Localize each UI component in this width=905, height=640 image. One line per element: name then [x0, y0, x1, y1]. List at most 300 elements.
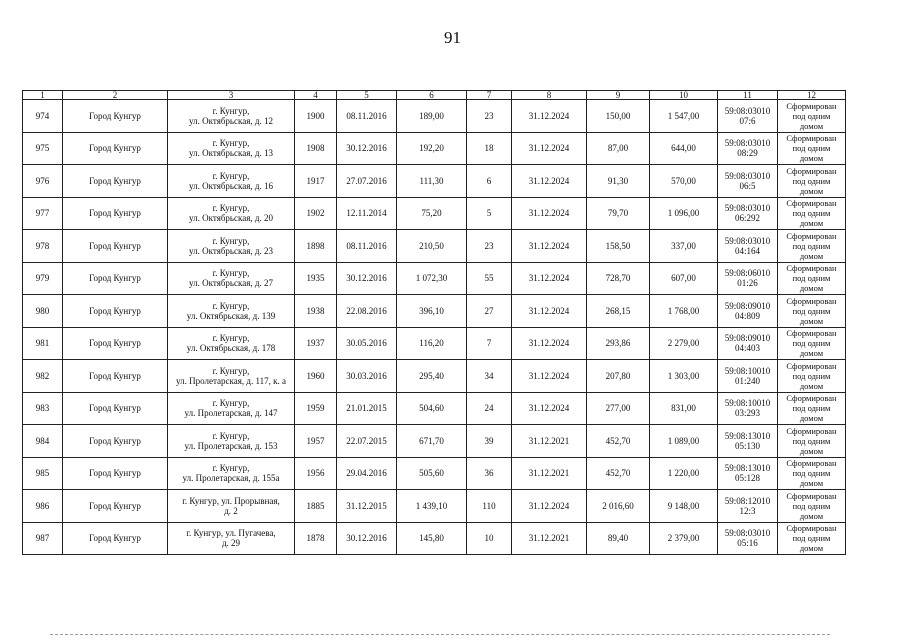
- table-row: [23, 100, 846, 133]
- municipality-cell: [63, 360, 168, 393]
- residents-cell: [467, 132, 512, 165]
- cell-cost: 2 379,00: [667, 533, 700, 544]
- cell-addr2: ул. Пролетарская, д. 153: [184, 440, 278, 451]
- area-cell: [397, 425, 467, 458]
- cadastral-cell: [718, 197, 778, 230]
- cell-area: 1 439,10: [415, 500, 448, 511]
- land-area-cell: [587, 360, 650, 393]
- cell-addr2: ул. Пролетарская, д. 147: [184, 408, 278, 419]
- cell-residents: 18: [484, 143, 494, 154]
- deadline-cell: [512, 457, 587, 490]
- column-header: 3: [168, 91, 295, 100]
- area-cell: [397, 230, 467, 263]
- cell-area2: 150,00: [605, 110, 631, 121]
- deadline-cell: [512, 425, 587, 458]
- area-cell: [397, 262, 467, 295]
- decision-date-cell: [337, 522, 397, 555]
- row-number-cell: [23, 522, 63, 555]
- address-cell: [168, 425, 295, 458]
- cell-date: 08.11.2016: [346, 240, 387, 251]
- column-header: 10: [650, 91, 718, 100]
- municipality-cell: [63, 392, 168, 425]
- cell-cost: 570,00: [671, 175, 696, 186]
- municipality-cell: [63, 100, 168, 133]
- cell-status: Сформирован под одним домом: [786, 230, 837, 261]
- residents-cell: [467, 457, 512, 490]
- cell-addr1: г. Кунгур,: [212, 235, 250, 246]
- build-year-cell: [295, 360, 337, 393]
- cell-area: 210,50: [419, 240, 444, 251]
- cell-status: Сформирован под одним домом: [786, 133, 837, 164]
- cell-num: 978: [35, 240, 50, 251]
- table-row: [23, 327, 846, 360]
- cell-residents: 23: [484, 110, 494, 121]
- table-row: [23, 132, 846, 165]
- cell-addr1: г. Кунгур,: [212, 398, 250, 409]
- cadastral-cell: [718, 165, 778, 198]
- land-area-cell: [587, 522, 650, 555]
- area-cell: [397, 457, 467, 490]
- municipality-cell: [63, 165, 168, 198]
- cell-cad2: 08:29: [737, 148, 758, 159]
- cell-num: 987: [35, 533, 50, 544]
- municipality-cell: [63, 457, 168, 490]
- address-cell: [168, 490, 295, 523]
- cell-addr1: г. Кунгур,: [212, 105, 250, 116]
- cadastral-cell: [718, 295, 778, 328]
- cell-num: 980: [35, 305, 50, 316]
- cell-date: 29.04.2016: [346, 468, 387, 479]
- cell-cad2: 01:26: [737, 278, 758, 289]
- row-number-cell: [23, 132, 63, 165]
- address-cell: [168, 360, 295, 393]
- cell-cad2: 05:128: [734, 473, 760, 484]
- cell-year: 1956: [306, 468, 325, 479]
- cell-status: Сформирован под одним домом: [786, 263, 837, 294]
- cell-cad2: 01:240: [734, 375, 760, 386]
- cell-area2: 89,40: [607, 533, 629, 544]
- residents-cell: [467, 197, 512, 230]
- cell-addr1: г. Кунгур,: [212, 268, 250, 279]
- cell-addr2: ул. Октябрьская, д. 16: [189, 180, 273, 191]
- cadastral-cell: [718, 230, 778, 263]
- cell-num: 986: [35, 500, 50, 511]
- cell-date: 22.07.2015: [346, 435, 387, 446]
- address-cell: [168, 327, 295, 360]
- cell-date: 31.12.2015: [346, 500, 387, 511]
- cell-addr2: ул. Пролетарская, д. 117, к. а: [176, 375, 286, 386]
- column-header: 7: [467, 91, 512, 100]
- cell-date: 30.05.2016: [346, 338, 387, 349]
- deadline-cell: [512, 392, 587, 425]
- cell-residents: 39: [484, 435, 494, 446]
- row-number-cell: [23, 100, 63, 133]
- cell-addr2: д. 2: [224, 505, 238, 516]
- area-cell: [397, 360, 467, 393]
- decision-date-cell: [337, 425, 397, 458]
- deadline-cell: [512, 100, 587, 133]
- cell-addr2: ул. Октябрьская, д. 27: [189, 278, 273, 289]
- residents-cell: [467, 327, 512, 360]
- cell-residents: 10: [484, 533, 494, 544]
- cost-cell: [650, 457, 718, 490]
- municipality-cell: [63, 230, 168, 263]
- table-row: [23, 392, 846, 425]
- decision-date-cell: [337, 490, 397, 523]
- cell-date: 21.01.2015: [346, 403, 387, 414]
- status-cell: [778, 100, 846, 133]
- column-header: 1: [23, 91, 63, 100]
- cell-cost: 9 148,00: [667, 500, 700, 511]
- cadastral-cell: [718, 360, 778, 393]
- cell-area2: 728,70: [605, 273, 631, 284]
- cell-year: 1900: [306, 110, 325, 121]
- cell-area: 189,00: [419, 110, 444, 121]
- row-number-cell: [23, 457, 63, 490]
- cell-residents: 5: [486, 208, 492, 219]
- address-cell: [168, 165, 295, 198]
- decision-date-cell: [337, 295, 397, 328]
- cell-addr2: ул. Октябрьская, д. 23: [189, 245, 273, 256]
- cell-num: 985: [35, 468, 50, 479]
- cell-year: 1935: [306, 273, 325, 284]
- cell-area2: 277,00: [605, 403, 631, 414]
- cell-area2: 79,70: [607, 208, 629, 219]
- area-cell: [397, 100, 467, 133]
- cell-year: 1898: [306, 240, 325, 251]
- build-year-cell: [295, 262, 337, 295]
- cell-deadline: 31.12.2021: [528, 533, 570, 544]
- cell-year: 1960: [306, 370, 325, 381]
- cell-city: Город Кунгур: [89, 338, 141, 349]
- address-cell: [168, 132, 295, 165]
- cell-cost: 1 303,00: [667, 370, 700, 381]
- cell-cad1: 59:08:03010: [724, 170, 771, 181]
- cell-status: Сформирован под одним домом: [786, 425, 837, 456]
- cell-deadline: 31.12.2024: [528, 240, 570, 251]
- cell-addr2: ул. Октябрьская, д. 178: [186, 343, 276, 354]
- decision-date-cell: [337, 230, 397, 263]
- cadastral-cell: [718, 522, 778, 555]
- cell-status: Сформирован под одним домом: [786, 523, 837, 554]
- land-area-cell: [587, 295, 650, 328]
- cost-cell: [650, 392, 718, 425]
- cell-year: 1957: [306, 435, 325, 446]
- cost-cell: [650, 522, 718, 555]
- cell-cost: 644,00: [671, 143, 696, 154]
- cell-cad1: 59:08:09010: [724, 333, 771, 344]
- status-cell: [778, 360, 846, 393]
- cell-addr2: д. 29: [221, 538, 241, 549]
- cadastral-cell: [718, 457, 778, 490]
- cell-cad2: 06:5: [739, 180, 756, 191]
- cell-addr1: г. Кунгур,: [212, 170, 250, 181]
- table-row: [23, 197, 846, 230]
- cell-residents: 110: [482, 500, 496, 511]
- cell-city: Город Кунгур: [89, 403, 141, 414]
- deadline-cell: [512, 165, 587, 198]
- cell-addr2: ул. Октябрьская, д. 12: [189, 115, 273, 126]
- cell-addr1: г. Кунгур,: [212, 138, 250, 149]
- cell-cad1: 59:08:12010: [724, 495, 771, 506]
- decision-date-cell: [337, 360, 397, 393]
- cell-date: 30.03.2016: [346, 370, 387, 381]
- deadline-cell: [512, 230, 587, 263]
- cadastral-cell: [718, 425, 778, 458]
- cell-year: 1959: [306, 403, 325, 414]
- residents-cell: [467, 360, 512, 393]
- decision-date-cell: [337, 457, 397, 490]
- cell-cad2: 07:6: [739, 115, 756, 126]
- cell-cost: 1 768,00: [667, 305, 700, 316]
- residents-cell: [467, 100, 512, 133]
- cell-cad1: 59:08:03010: [724, 105, 771, 116]
- area-cell: [397, 132, 467, 165]
- land-area-cell: [587, 425, 650, 458]
- cell-city: Город Кунгур: [89, 208, 141, 219]
- cell-area: 116,20: [419, 338, 444, 349]
- cell-area: 671,70: [419, 435, 444, 446]
- cell-cad1: 59:08:09010: [724, 300, 771, 311]
- cell-status: Сформирован под одним домом: [786, 458, 837, 489]
- deadline-cell: [512, 360, 587, 393]
- cell-cost: 1 089,00: [667, 435, 700, 446]
- cell-addr1: г. Кунгур,: [212, 365, 250, 376]
- decision-date-cell: [337, 165, 397, 198]
- municipality-cell: [63, 197, 168, 230]
- cell-status: Сформирован под одним домом: [786, 393, 837, 424]
- cell-cost: 2 279,00: [667, 338, 700, 349]
- cell-year: 1938: [306, 305, 325, 316]
- cell-cad2: 05:130: [734, 440, 760, 451]
- cell-area2: 452,70: [605, 435, 631, 446]
- cell-date: 30.12.2016: [346, 533, 387, 544]
- residents-cell: [467, 165, 512, 198]
- cell-date: 08.11.2016: [346, 110, 387, 121]
- cell-num: 984: [35, 435, 50, 446]
- land-area-cell: [587, 132, 650, 165]
- cost-cell: [650, 490, 718, 523]
- status-cell: [778, 165, 846, 198]
- row-number-cell: [23, 425, 63, 458]
- cell-status: Сформирован под одним домом: [786, 490, 837, 521]
- cadastral-cell: [718, 100, 778, 133]
- decision-date-cell: [337, 100, 397, 133]
- build-year-cell: [295, 165, 337, 198]
- cell-year: 1902: [306, 208, 325, 219]
- cost-cell: [650, 360, 718, 393]
- status-cell: [778, 230, 846, 263]
- cell-deadline: 31.12.2021: [528, 468, 570, 479]
- cell-year: 1878: [306, 533, 325, 544]
- cell-cad2: 05:16: [737, 538, 758, 549]
- cell-city: Город Кунгур: [89, 370, 141, 381]
- cell-cad2: 12:3: [739, 505, 756, 516]
- status-cell: [778, 425, 846, 458]
- cell-num: 981: [35, 338, 50, 349]
- cell-city: Город Кунгур: [89, 273, 141, 284]
- decision-date-cell: [337, 262, 397, 295]
- cell-area: 295,40: [419, 370, 444, 381]
- land-area-cell: [587, 230, 650, 263]
- housing-registry-table: [22, 90, 846, 555]
- address-cell: [168, 295, 295, 328]
- cell-status: Сформирован под одним домом: [786, 360, 837, 391]
- row-number-cell: [23, 295, 63, 328]
- cell-city: Город Кунгур: [89, 533, 141, 544]
- cost-cell: [650, 327, 718, 360]
- area-cell: [397, 490, 467, 523]
- cell-num: 976: [35, 175, 50, 186]
- cadastral-cell: [718, 132, 778, 165]
- cell-year: 1908: [306, 143, 325, 154]
- cost-cell: [650, 295, 718, 328]
- cell-year: 1885: [306, 500, 325, 511]
- status-cell: [778, 327, 846, 360]
- cell-deadline: 31.12.2024: [528, 338, 570, 349]
- municipality-cell: [63, 490, 168, 523]
- cell-deadline: 31.12.2024: [528, 175, 570, 186]
- row-number-cell: [23, 230, 63, 263]
- cell-area2: 268,15: [605, 305, 631, 316]
- cell-cost: 1 220,00: [667, 468, 700, 479]
- row-number-cell: [23, 327, 63, 360]
- cell-residents: 55: [484, 273, 494, 284]
- row-number-cell: [23, 165, 63, 198]
- cell-cost: 1 096,00: [667, 208, 700, 219]
- cell-deadline: 31.12.2024: [528, 403, 570, 414]
- cell-cad2: 04:809: [734, 310, 760, 321]
- cell-area: 504,60: [419, 403, 444, 414]
- build-year-cell: [295, 197, 337, 230]
- cell-area2: 91,30: [607, 175, 629, 186]
- cell-area: 145,80: [419, 533, 444, 544]
- cell-addr2: ул. Октябрьская, д. 20: [189, 213, 273, 224]
- column-header: 4: [295, 91, 337, 100]
- residents-cell: [467, 490, 512, 523]
- area-cell: [397, 197, 467, 230]
- address-cell: [168, 100, 295, 133]
- deadline-cell: [512, 262, 587, 295]
- cost-cell: [650, 165, 718, 198]
- table-row: [23, 490, 846, 523]
- area-cell: [397, 165, 467, 198]
- row-number-cell: [23, 197, 63, 230]
- cell-date: 22.08.2016: [346, 305, 387, 316]
- table-row: [23, 230, 846, 263]
- cell-area2: 2 016,60: [602, 500, 634, 511]
- cell-cad1: 59:08:13010: [724, 463, 771, 474]
- cell-city: Город Кунгур: [89, 500, 141, 511]
- cell-area2: 293,86: [605, 338, 631, 349]
- page-number: 91: [444, 28, 461, 47]
- column-header: 11: [718, 91, 778, 100]
- land-area-cell: [587, 327, 650, 360]
- cell-cost: 337,00: [671, 240, 696, 251]
- status-cell: [778, 262, 846, 295]
- cell-cad1: 59:08:03010: [724, 528, 771, 539]
- cell-status: Сформирован под одним домом: [786, 165, 837, 196]
- cell-area: 75,20: [421, 208, 442, 219]
- residents-cell: [467, 295, 512, 328]
- build-year-cell: [295, 490, 337, 523]
- cell-num: 979: [35, 273, 50, 284]
- land-area-cell: [587, 100, 650, 133]
- cost-cell: [650, 230, 718, 263]
- table-row: [23, 425, 846, 458]
- cell-area2: 87,00: [607, 143, 629, 154]
- residents-cell: [467, 392, 512, 425]
- cell-addr1: г. Кунгур, ул. Пугачева,: [186, 528, 276, 539]
- municipality-cell: [63, 522, 168, 555]
- cell-cad1: 59:08:06010: [724, 268, 771, 279]
- residents-cell: [467, 230, 512, 263]
- cell-residents: 24: [484, 403, 494, 414]
- table-row: [23, 522, 846, 555]
- cell-addr2: ул. Октябрьская, д. 13: [189, 148, 273, 159]
- column-header: 6: [397, 91, 467, 100]
- municipality-cell: [63, 295, 168, 328]
- cell-deadline: 31.12.2024: [528, 305, 570, 316]
- cell-year: 1917: [306, 175, 325, 186]
- cell-date: 30.12.2016: [346, 143, 387, 154]
- table-row: [23, 165, 846, 198]
- cell-city: Город Кунгур: [89, 143, 141, 154]
- cell-residents: 34: [484, 370, 494, 381]
- residents-cell: [467, 262, 512, 295]
- cell-cad2: 06:292: [734, 213, 760, 224]
- cell-city: Город Кунгур: [89, 305, 141, 316]
- row-number-cell: [23, 360, 63, 393]
- cell-city: Город Кунгур: [89, 435, 141, 446]
- cell-num: 983: [35, 403, 50, 414]
- decision-date-cell: [337, 392, 397, 425]
- residents-cell: [467, 522, 512, 555]
- column-header: 12: [778, 91, 846, 100]
- land-area-cell: [587, 165, 650, 198]
- area-cell: [397, 392, 467, 425]
- cell-addr1: г. Кунгур,: [212, 430, 250, 441]
- address-cell: [168, 230, 295, 263]
- status-cell: [778, 457, 846, 490]
- table-row: [23, 295, 846, 328]
- cadastral-cell: [718, 262, 778, 295]
- cell-deadline: 31.12.2024: [528, 110, 570, 121]
- cell-deadline: 31.12.2024: [528, 500, 570, 511]
- build-year-cell: [295, 457, 337, 490]
- cell-cad1: 59:08:03010: [724, 138, 771, 149]
- cell-area2: 207,80: [605, 370, 631, 381]
- column-header: 2: [63, 91, 168, 100]
- cell-cost: 831,00: [671, 403, 696, 414]
- decision-date-cell: [337, 132, 397, 165]
- cell-addr2: ул. Октябрьская, д. 139: [186, 310, 276, 321]
- cell-area: 111,30: [419, 175, 444, 186]
- cell-addr1: г. Кунгур,: [212, 333, 250, 344]
- area-cell: [397, 295, 467, 328]
- cell-residents: 6: [486, 175, 492, 186]
- build-year-cell: [295, 522, 337, 555]
- cell-status: Сформирован под одним домом: [786, 198, 837, 229]
- table-row: [23, 457, 846, 490]
- column-header: 9: [587, 91, 650, 100]
- land-area-cell: [587, 262, 650, 295]
- address-cell: [168, 392, 295, 425]
- cell-city: Город Кунгур: [89, 468, 141, 479]
- status-cell: [778, 197, 846, 230]
- cell-date: 30.12.2016: [346, 273, 387, 284]
- area-cell: [397, 522, 467, 555]
